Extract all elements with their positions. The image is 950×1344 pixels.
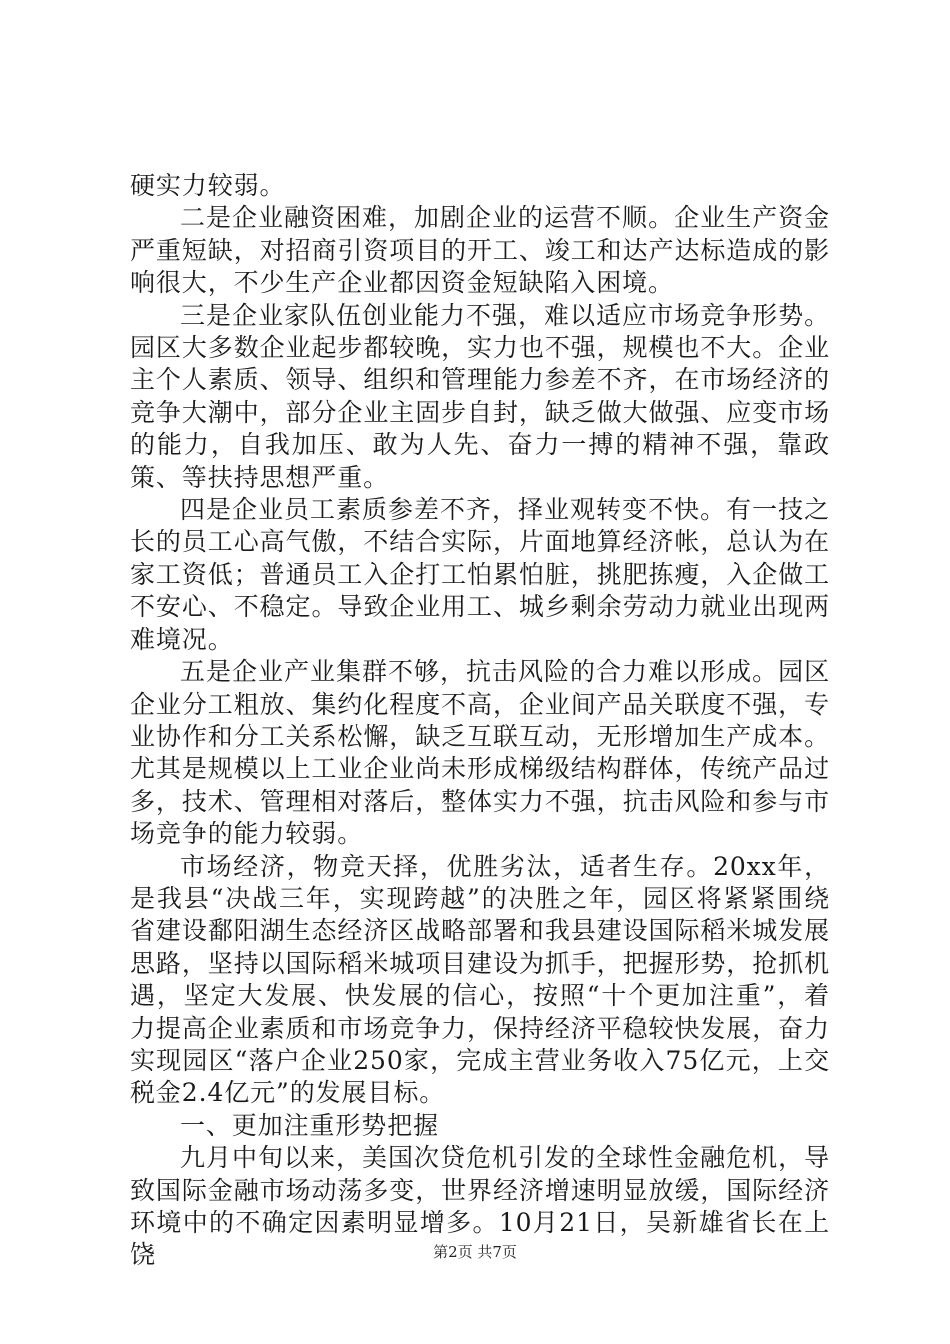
page-number: 第2页 共7页	[433, 1243, 517, 1261]
paragraph-entrepreneur-capability: 三是企业家队伍创业能力不强，难以适应市场竞争形势。园区大多数企业起步都较晚，实力也不强，规模也不大。企业主个人素质、领导、组织和管理能力参差不齐，在市场经济的竞争大潮中，部分企业主固步自封，缺乏做大做强、应变市场的能力，自我加压、敢为人先、奋力一搏的精神不强，靠政策、等扶持思想严重。	[130, 300, 830, 492]
section-heading-situation: 一、更加注重形势把握	[180, 1110, 440, 1140]
page-footer	[0, 1242, 950, 1262]
paragraph-industry-cluster: 五是企业产业集群不够，抗击风险的合力难以形成。园区企业分工粗放、集约化程度不高，企业间产品关联度不强，专业协作和分工关系松懈，缺乏互联互动，无形增加生产成本。尤其是规模以上工业企业尚未形成梯级结构群体，传统产品过多，技术、管理相对落后，整体实力不强，抗击风险和参与市场竞争的能力较弱。	[130, 657, 830, 849]
document-body	[130, 170, 830, 1272]
paragraph-financing-difficulty: 二是企业融资困难，加剧企业的运营不顺。企业生产资金严重短缺，对招商引资项目的开工、竣工和达产达标造成的影响很大，不少生产企业都因资金短缺陷入困境。	[130, 203, 830, 298]
paragraph-financial-crisis: 九月中旬以来，美国次贷危机引发的全球性金融危机，导致国际金融市场动荡多变，世界经济增速明显放缓，国际经济环境中的不确定因素明显增多。10月21日，吴新雄省长在上饶	[130, 1143, 830, 1270]
paragraph-employee-quality: 四是企业员工素质参差不齐，择业观转变不快。有一技之长的员工心高气傲，不结合实际，片面地算经济帐，总认为在家工资低；普通员工入企打工怕累怕脏，挑肥拣瘦，入企做工不安心、不稳定。导致企业用工、城乡剩余劳动力就业出现两难境况。	[130, 495, 830, 654]
paragraph-market-economy-goals: 市场经济，物竞天择，优胜劣汰，适者生存。20xx年，是我县“决战三年，实现跨越”的决胜之年，园区将紧紧围绕省建设鄱阳湖生态经济区战略部署和我县建设国际稻米城发展思路，坚持以国际稻米城项目建设为抓手，把握形势，抢抓机遇，坚定大发展、快发展的信心，按照“十个更加注重”，着力提高企业素质和市场竞争力，保持经济平稳较快发展，奋力实现园区“落户企业250家，完成主营业务收入75亿元，上交税金2.4亿元”的发展目标。	[130, 851, 830, 1108]
paragraph-continuation: 硬实力较弱。	[130, 171, 286, 200]
